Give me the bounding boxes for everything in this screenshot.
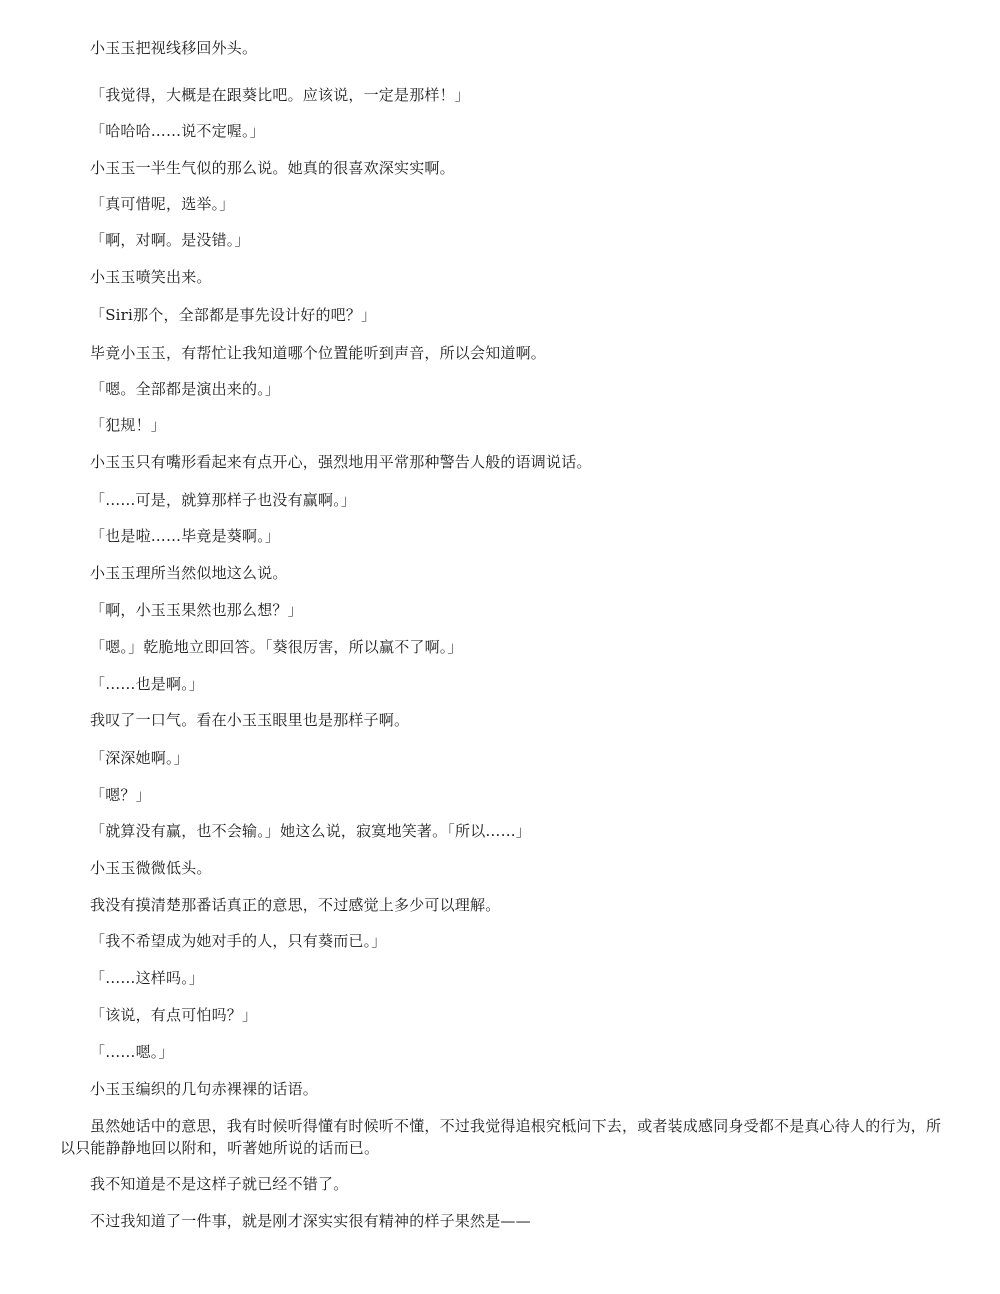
paragraph: 「就算没有赢，也不会输。」她这么说，寂寞地笑著。「所以……」 (90, 822, 532, 840)
paragraph: 「……可是，就算那样子也没有赢啊。」 (90, 491, 357, 509)
paragraph: 「Siri那个，全部都是事先设计好的吧？」 (90, 306, 377, 324)
paragraph: 「……嗯。」 (90, 1043, 174, 1061)
paragraph: 「嗯。」乾脆地立即回答。「葵很厉害，所以赢不了啊。」 (90, 638, 463, 656)
paragraph: 「啊，对啊。是没错。」 (90, 231, 250, 249)
paragraph: 「……这样吗。」 (90, 969, 205, 987)
paragraph: 我没有摸清楚那番话真正的意思，不过感觉上多少可以理解。 (90, 896, 501, 914)
paragraph: 小玉玉把视线移回外头。 (90, 39, 258, 57)
paragraph: 小玉玉喷笑出来。 (90, 268, 212, 286)
paragraph: 「……也是啊。」 (90, 675, 205, 693)
paragraph: 虽然她话中的意思，我有时候听得懂有时候听不懂，不过我觉得追根究柢问下去，或者装成感同身受都不是真心待人的行为，所以只能静静地回以附和，听著她所说的话而已。 (60, 1117, 942, 1157)
paragraph: 「该说，有点可怕吗？」 (90, 1006, 258, 1024)
paragraph: 「啊，小玉玉果然也那么想？」 (90, 601, 303, 619)
paragraph: 小玉玉一半生气似的那么说。她真的很喜欢深实实啊。 (90, 159, 455, 177)
paragraph: 「嗯？」 (90, 786, 151, 804)
paragraph: 「我觉得，大概是在跟葵比吧。应该说，一定是那样！」 (90, 86, 471, 104)
paragraph: 「我不希望成为她对手的人，只有葵而已。」 (90, 932, 387, 950)
paragraph: 「也是啦……毕竟是葵啊。」 (90, 527, 281, 545)
paragraph: 「真可惜呢，选举。」 (90, 195, 235, 213)
paragraph: 小玉玉编织的几句赤裸裸的话语。 (90, 1080, 319, 1098)
paragraph: 小玉玉微微低头。 (90, 859, 212, 877)
paragraph: 小玉玉理所当然似地这么说。 (90, 564, 288, 582)
paragraph: 「犯规！」 (90, 416, 167, 434)
paragraph: 「深深她啊。」 (90, 749, 189, 767)
paragraph: 不过我知道了一件事，就是刚才深实实很有精神的样子果然是—— (90, 1212, 531, 1230)
paragraph: 「哈哈哈……说不定喔。」 (90, 122, 265, 140)
paragraph: 毕竟小玉玉，有帮忙让我知道哪个位置能听到声音，所以会知道啊。 (90, 344, 547, 362)
paragraph: 我叹了一口气。看在小玉玉眼里也是那样子啊。 (90, 711, 410, 729)
paragraph: 我不知道是不是这样子就已经不错了。 (90, 1175, 349, 1193)
paragraph: 小玉玉只有嘴形看起来有点开心，强烈地用平常那种警告人般的语调说话。 (90, 453, 592, 471)
paragraph: 「嗯。全部都是演出来的。」 (90, 380, 281, 398)
